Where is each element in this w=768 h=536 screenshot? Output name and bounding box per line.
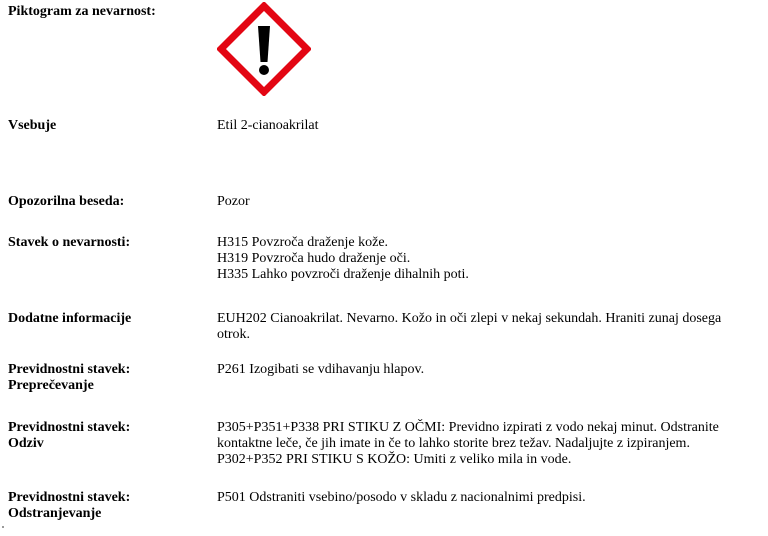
response-label-line: Odziv: [8, 436, 44, 451]
page-corner-dot: [2, 526, 4, 528]
contains-value: Etil 2-cianoakrilat: [217, 118, 319, 133]
response-line: P305+P351+P338 PRI STIKU Z OČMI: Previdno izpirati z vodo nekaj minut. Odstranite: [217, 420, 719, 435]
pictogram-label: Piktogram za nevarnost:: [8, 4, 156, 19]
hazard-statement-h315: H315 Povzroča draženje kože.: [217, 235, 389, 250]
disposal-label-line: Previdnostni stavek:: [8, 490, 131, 505]
additional-info-line: otrok.: [217, 327, 251, 342]
signal-word-value: Pozor: [217, 194, 250, 209]
hazard-statement-h335: H335 Lahko povzroči draženje dihalnih poti.: [217, 267, 469, 282]
signal-word-label: Opozorilna beseda:: [8, 194, 125, 209]
hazard-statements-label: Stavek o nevarnosti:: [8, 235, 131, 250]
disposal-label: [8, 490, 198, 522]
response-label: [8, 420, 198, 452]
additional-info-label: Dodatne informacije: [8, 311, 132, 326]
ghs07-exclamation-mark-icon: [217, 2, 311, 96]
response-label-line: Previdnostni stavek:: [8, 420, 131, 435]
prevention-label-line: Previdnostni stavek:: [8, 362, 131, 377]
prevention-label: [8, 362, 198, 394]
disposal-value: P501 Odstraniti vsebino/posodo v skladu z nacionalnimi predpisi.: [217, 490, 586, 505]
prevention-label-line: Preprečevanje: [8, 378, 94, 393]
contains-label: Vsebuje: [8, 118, 57, 133]
prevention-value: P261 Izogibati se vdihavanju hlapov.: [217, 362, 425, 377]
response-line: kontaktne leče, če jih imate in če to lahko storite brez težav. Nadaljujte z izpiranjem.: [217, 436, 690, 451]
hazard-statement-h319: H319 Povzroča hudo draženje oči.: [217, 251, 411, 266]
response-line: P302+P352 PRI STIKU S KOŽO: Umiti z veliko mila in vode.: [217, 452, 572, 467]
hazard-statements-list: [217, 235, 762, 283]
additional-info-text: [217, 311, 762, 343]
additional-info-line: EUH202 Cianoakrilat. Nevarno. Kožo in oči zlepi v nekaj sekundah. Hraniti zunaj dosega: [217, 311, 722, 326]
response-text: [217, 420, 762, 468]
disposal-label-line: Odstranjevanje: [8, 506, 102, 521]
